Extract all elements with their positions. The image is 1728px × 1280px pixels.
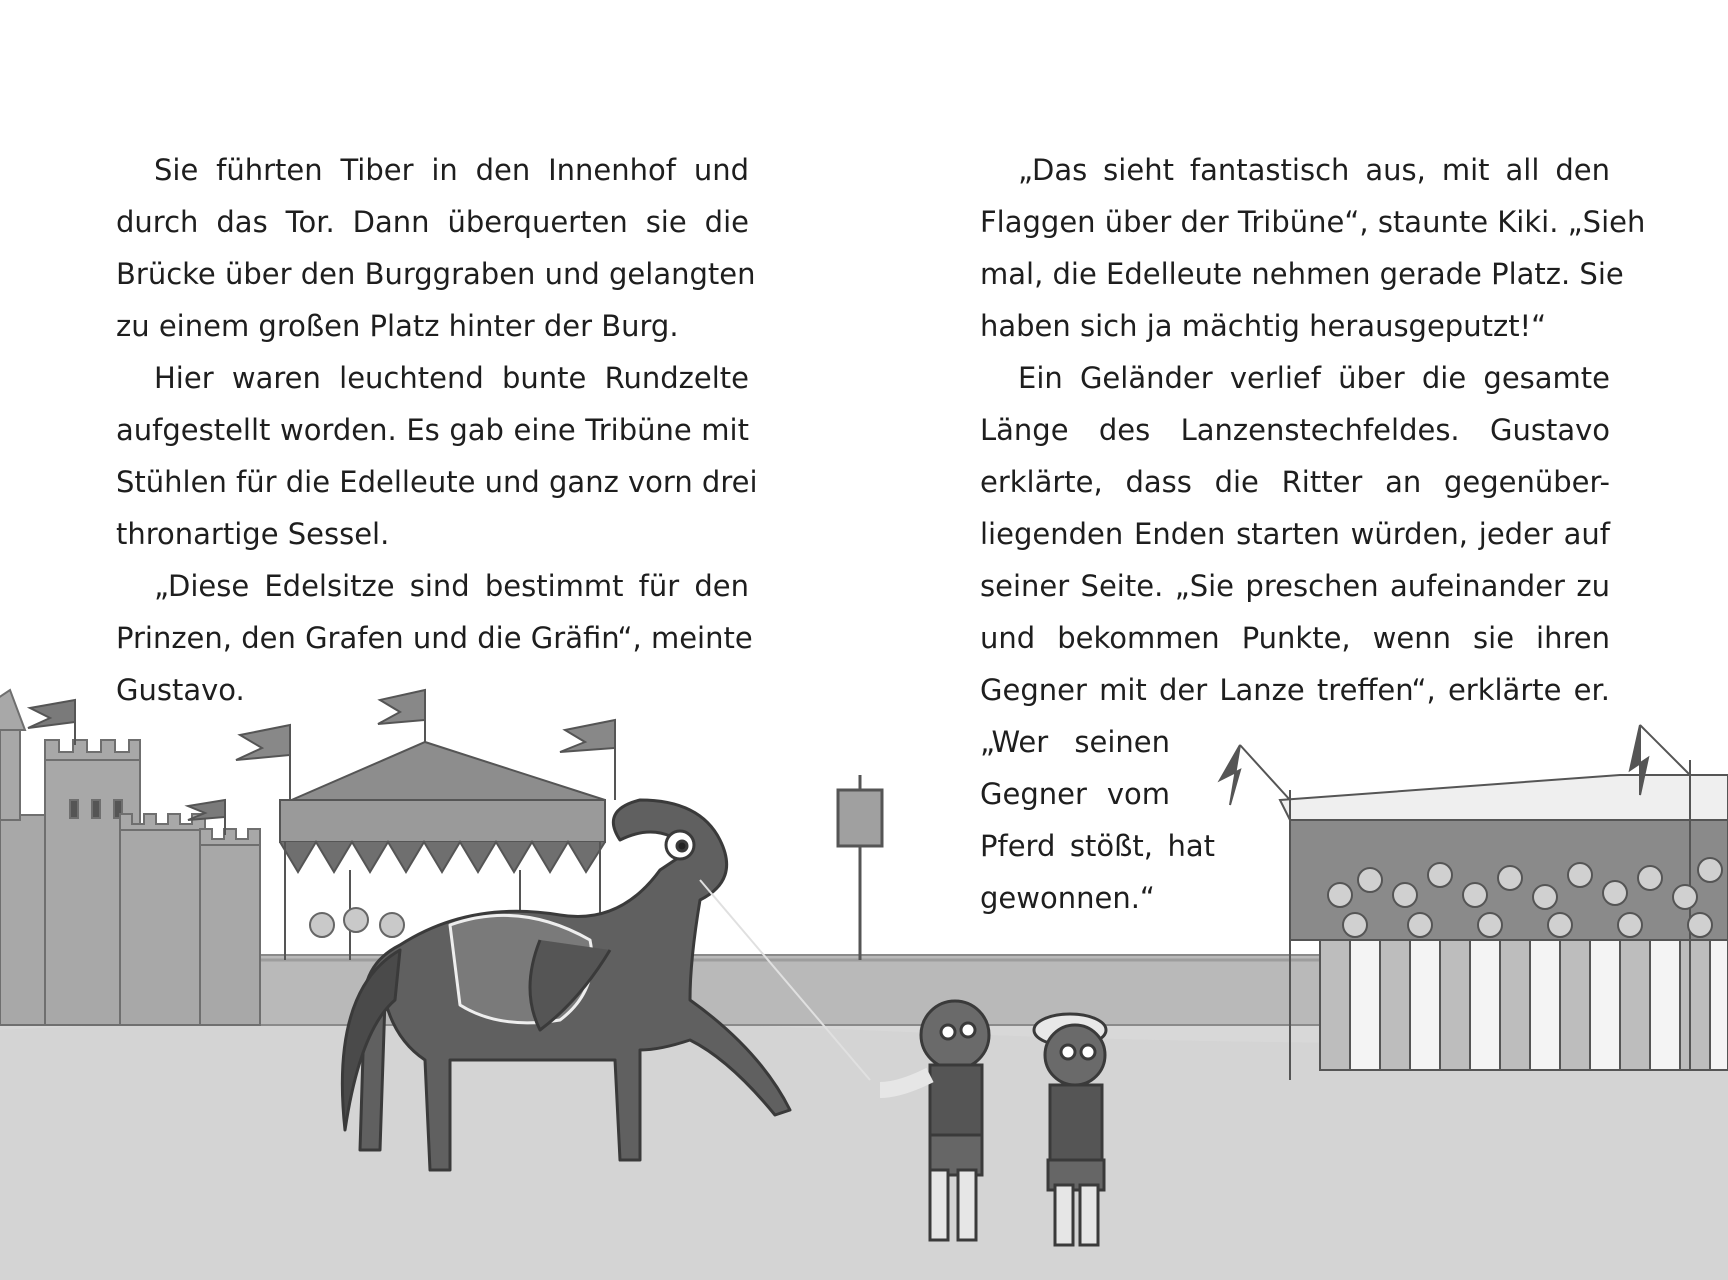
text-line: „Das sieht fantastisch aus, mit all den [1018, 153, 1610, 187]
text-line: gewonnen.“ [980, 881, 1155, 915]
text-line: „Wer seinen [980, 725, 1170, 759]
text-line: durch das Tor. Dann überquerten sie die [116, 205, 749, 239]
tent-spectators [310, 908, 404, 937]
text-line: Flaggen über der Tribüne“, staunte Kiki. „Sieh [980, 205, 1646, 239]
paragraph-2 [116, 352, 758, 560]
text-line: Länge des Lanzenstechfeldes. Gustavo [980, 413, 1610, 447]
text-line: Sie führten Tiber in den Innenhof und [154, 153, 749, 187]
paragraph-4 [980, 144, 1646, 352]
text-line: Gegner vom [980, 777, 1170, 811]
text-line: Brücke über den Burggraben und gelangten [116, 257, 756, 291]
text-line: thronartige Sessel. [116, 517, 390, 551]
text-line: zu einem großen Platz hinter der Burg. [116, 309, 679, 343]
text-line: Gegner mit der Lanze treffen“, erklärte er. [980, 673, 1610, 707]
paragraph-1 [116, 144, 756, 352]
text-line: Gustavo. [116, 673, 245, 707]
text-line: Ein Geländer verlief über die gesamte [1018, 361, 1610, 395]
text-line: erklärte, dass die Ritter an gegenüber- [980, 465, 1610, 499]
text-line: und bekommen Punkte, wenn sie ihren [980, 621, 1610, 655]
paragraph-6 [980, 716, 1220, 924]
text-line: mal, die Edelleute nehmen gerade Platz. Sie [980, 257, 1624, 291]
banner-pole [838, 775, 882, 960]
text-line: „Diese Edelsitze sind bestimmt für den [154, 569, 749, 603]
castle [0, 690, 260, 1025]
paragraph-3 [116, 560, 753, 716]
text-line: Pferd stößt, hat [980, 829, 1215, 863]
text-line: haben sich ja mächtig herausgeputzt!“ [980, 309, 1547, 343]
text-line: liegenden Enden starten würden, jeder auf [980, 517, 1610, 551]
text-line: seiner Seite. „Sie preschen aufeinander zu [980, 569, 1610, 603]
text-line: aufgestellt worden. Es gab eine Tribüne mit [116, 413, 749, 447]
text-line: Stühlen für die Edelleute und ganz vorn drei [116, 465, 758, 499]
text-line: Hier waren leuchtend bunte Rundzelte [154, 361, 749, 395]
paragraph-5 [980, 352, 1610, 716]
text-line: Prinzen, den Grafen und die Gräfin“, meinte [116, 621, 753, 655]
